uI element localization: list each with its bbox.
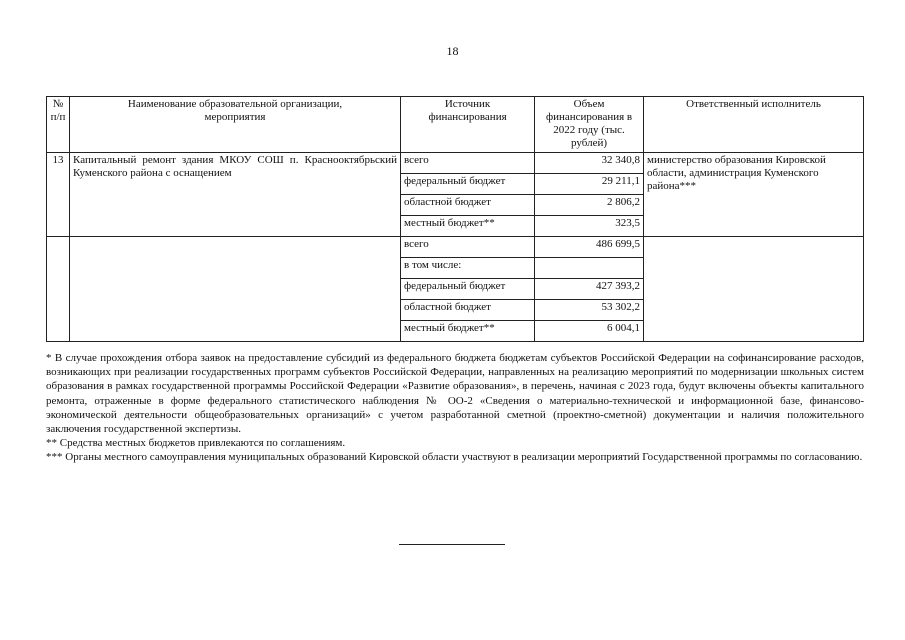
source-cell: всего xyxy=(401,153,535,174)
header-name: Наименование образовательной организации, мероприятия xyxy=(70,97,401,153)
footnotes xyxy=(46,351,864,465)
source-cell: местный бюджет** xyxy=(401,216,535,237)
table-row xyxy=(47,153,864,174)
bottom-divider xyxy=(399,544,505,545)
amount-cell xyxy=(535,258,644,279)
amount-cell: 427 393,2 xyxy=(535,279,644,300)
header-source: Источник финансирования xyxy=(401,97,535,153)
row-responsible: министерство образования Кировской области, администрация Куменского района*** xyxy=(644,153,864,237)
source-cell: в том числе: xyxy=(401,258,535,279)
header-num: № п/п xyxy=(47,97,70,153)
table-row xyxy=(47,237,864,258)
footnote-2: ** Средства местных бюджетов привлекаются по соглашениям. xyxy=(46,437,346,450)
row-name: Капитальный ремонт здания МКОУ СОШ п. Краснооктябрьский Куменского района с оснащением xyxy=(70,153,401,237)
amount-cell: 486 699,5 xyxy=(535,237,644,258)
amount-cell: 323,5 xyxy=(535,216,644,237)
amount-cell: 29 211,1 xyxy=(535,174,644,195)
amount-cell: 53 302,2 xyxy=(535,300,644,321)
page-number: 18 xyxy=(446,44,459,58)
source-cell: всего xyxy=(401,237,535,258)
total-name-empty xyxy=(70,237,401,342)
total-responsible-empty xyxy=(644,237,864,342)
table-header-row xyxy=(47,97,864,153)
source-cell: областной бюджет xyxy=(401,300,535,321)
row-number: 13 xyxy=(47,153,70,237)
footnote-1: * В случае прохождения отбора заявок на предоставление субсидий из федерального бюджета бюджетам субъектов Российской Федерации на софинансирование расходов, возникающих при реализации государственных программ субъектов Российской Федерации, направленных на реализацию мероприятий по модернизации школьных систем образования в рамках государственной программы Российской Федерации «Развитие образования», в перечень, начиная с 2023 года, будут включены объекты капитального ремонта, отраженные в форме федерального статистического наблюдения № ОО-2 «Сведения о материально-технической и информационной базе, финансово-экономической деятельности общеобразовательных организаций» с учетом разработанной сметной (проектно-сметной) документации и наличия положительного заключения государственной экспертизы. xyxy=(46,352,864,436)
footnote-3: *** Органы местного самоуправления муниципальных образований Кировской области участвуют в реализации мероприятий Государственной программы по согласованию. xyxy=(46,451,863,464)
amount-cell: 2 806,2 xyxy=(535,195,644,216)
source-cell: областной бюджет xyxy=(401,195,535,216)
source-cell: федеральный бюджет xyxy=(401,174,535,195)
amount-cell: 6 004,1 xyxy=(535,321,644,342)
amount-cell: 32 340,8 xyxy=(535,153,644,174)
financing-table xyxy=(46,96,864,342)
source-cell: федеральный бюджет xyxy=(401,279,535,300)
header-amount: Объем финансирования в 2022 году (тыс. рублей) xyxy=(535,97,644,153)
header-responsible: Ответственный исполнитель xyxy=(644,97,864,153)
total-num-empty xyxy=(47,237,70,342)
source-cell: местный бюджет** xyxy=(401,321,535,342)
